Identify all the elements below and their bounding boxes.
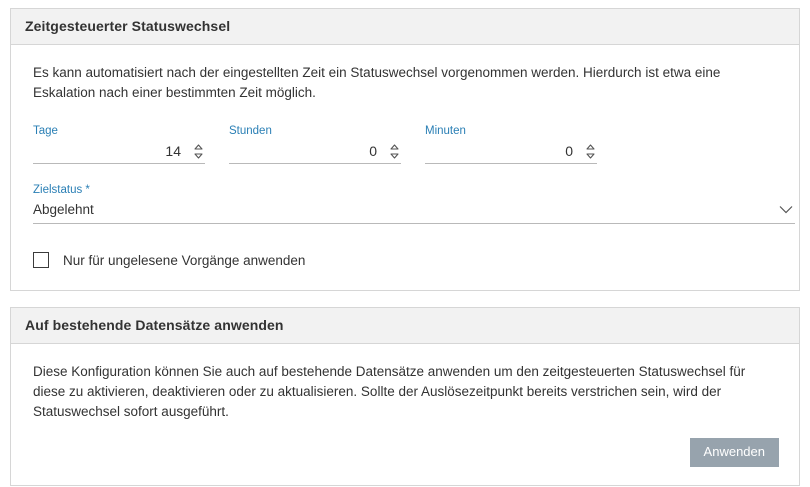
chevron-down-icon[interactable] [779, 202, 795, 220]
panel-status-change-title: Zeitgesteuerter Statuswechsel [25, 18, 231, 34]
unread-only-checkbox[interactable] [33, 252, 49, 268]
field-target-status [33, 184, 795, 224]
hours-spinner-icon[interactable] [387, 143, 401, 163]
panel-apply-existing-body [11, 344, 799, 485]
days-spinner-icon[interactable] [191, 143, 205, 163]
hours-value[interactable]: 0 [369, 143, 377, 159]
required-marker: * [85, 184, 90, 196]
days-stepper[interactable] [33, 139, 205, 164]
field-hours-label: Stunden [229, 125, 272, 137]
panel-apply-existing-header [11, 308, 799, 344]
target-status-select[interactable] [33, 199, 795, 224]
apply-existing-button-row [29, 438, 781, 467]
panel-status-change [10, 8, 800, 291]
field-days [33, 125, 205, 164]
days-value[interactable]: 14 [165, 143, 181, 159]
minutes-spinner-icon[interactable] [583, 143, 597, 163]
field-days-label: Tage [33, 125, 58, 137]
target-status-value[interactable]: Abgelehnt [33, 202, 94, 217]
unread-only-label: Nur für ungelesene Vorgänge anwenden [63, 252, 306, 268]
hours-stepper[interactable] [229, 139, 401, 164]
target-status-label-text: Zielstatus [33, 184, 83, 196]
unread-only-checkbox-row[interactable] [33, 252, 781, 268]
field-hours [229, 125, 401, 164]
panel-status-change-body [11, 45, 799, 290]
apply-existing-text: Diese Konfiguration können Sie auch auf bestehende Datensätze anwenden um den zeitgesteuerten Statuswechsel für diese zu aktivieren, deaktivieren oder zu aktualisieren. Sollte der Auslösezeitpunkt bereits verstrichen sein, wird der Statuswechsel sofort ausgeführt. [33, 364, 746, 419]
field-minutes-label: Minuten [425, 125, 466, 137]
apply-button[interactable]: Anwenden [690, 438, 779, 467]
panel-status-change-header [11, 9, 799, 45]
duration-fields-row [33, 125, 781, 164]
target-status-label [33, 184, 795, 196]
field-minutes [425, 125, 597, 164]
panel-apply-existing-title: Auf bestehende Datensätze anwenden [25, 317, 284, 333]
panel-apply-existing [10, 307, 800, 486]
minutes-value[interactable]: 0 [565, 143, 573, 159]
status-change-intro-text: Es kann automatisiert nach der eingestellten Zeit ein Statuswechsel vorgenommen werden. Hierdurch ist etwa eine Eskalation nach einer bestimmten Zeit möglich. [33, 65, 721, 100]
minutes-stepper[interactable] [425, 139, 597, 164]
